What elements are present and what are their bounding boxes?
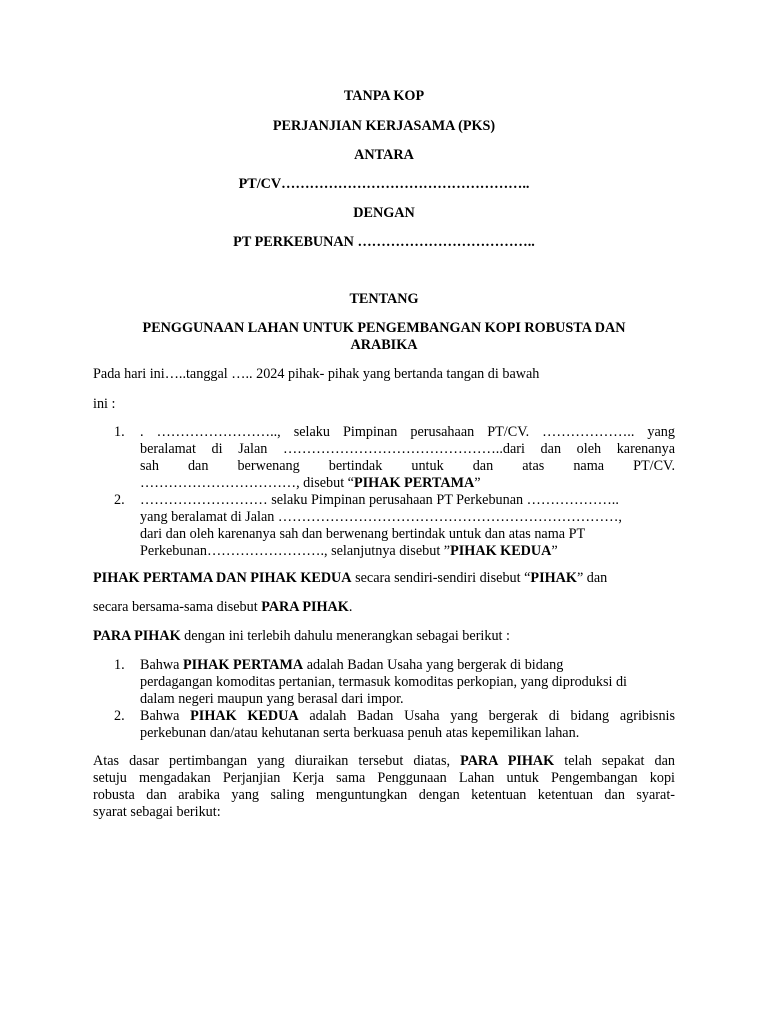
list-item-number: 2.	[114, 492, 125, 508]
party-text: Perkebunan……………………., selanjutnya disebut ”	[140, 543, 451, 559]
doc-party-second-name: PT PERKEBUNAN ………………………………..	[233, 234, 535, 250]
explain-line	[93, 628, 675, 645]
party-alias: PIHAK PERTAMA	[353, 475, 475, 491]
list-item-body	[140, 708, 675, 742]
list-item-body	[140, 424, 675, 492]
closing-line: syarat sebagai berikut:	[93, 804, 221, 820]
list-item	[93, 657, 675, 708]
closing-paragraph	[93, 753, 675, 821]
recitals-list	[93, 657, 675, 742]
doc-heading-with: DENGAN	[353, 205, 415, 221]
list-item-number: 1.	[114, 657, 125, 673]
party-line: beralamat di Jalan ………………………………………..dari dan oleh karenanya	[140, 441, 675, 457]
para-pihak-label: PARA PIHAK	[93, 628, 181, 644]
doc-subject-line1: PENGGUNAAN LAHAN UNTUK PENGEMBANGAN KOPI ROBUSTA DAN	[142, 320, 626, 336]
recital-line	[140, 657, 675, 674]
definition-text: secara bersama-sama disebut	[93, 599, 262, 615]
party-alias: PIHAK PERTAMA	[182, 657, 304, 673]
list-item-body	[140, 492, 675, 560]
doc-heading-no-letterhead: TANPA KOP	[343, 88, 425, 104]
doc-party-first-name: PT/CV……………………………………………..	[238, 176, 530, 192]
list-item	[93, 424, 675, 492]
doc-subject-line2: ARABIKA	[350, 337, 418, 353]
recital-line: dalam negeri maupun yang berasal dari impor.	[140, 691, 404, 707]
closing-line: robusta dan arabika yang saling menguntungkan dengan ketentuan ketentuan dan syarat-	[93, 787, 675, 803]
party-alias: PIHAK KEDUA	[450, 543, 552, 559]
doc-heading-about: TENTANG	[349, 291, 419, 307]
list-item	[93, 492, 675, 560]
recital-text: Bahwa	[140, 657, 183, 673]
recital-line: perdagangan komoditas pertanian, termasuk komoditas perkopian, yang diproduksi di	[140, 674, 627, 690]
recital-text: adalah Badan Usaha yang bergerak di bidang	[303, 657, 564, 673]
definition-line1	[93, 570, 675, 587]
recital-text: Bahwa	[140, 708, 191, 724]
party-both-label: PIHAK PERTAMA DAN PIHAK KEDUA	[93, 570, 352, 586]
para-pihak-label: PARA PIHAK	[261, 599, 349, 615]
para-pihak-label: PARA PIHAK	[460, 753, 555, 769]
doc-heading-between: ANTARA	[354, 147, 414, 163]
party-text: ……………………………, disebut “	[140, 475, 354, 491]
definition-text: secara sendiri-sendiri disebut “	[351, 570, 531, 586]
list-item	[93, 708, 675, 742]
intro-line1: Pada hari ini…..tanggal ….. 2024 pihak- pihak yang bertanda tangan di bawah	[93, 366, 540, 382]
intro-line2: ini :	[93, 396, 116, 412]
party-alias: PIHAK KEDUA	[190, 708, 299, 724]
list-item-number: 2.	[114, 708, 125, 724]
party-line	[140, 475, 675, 492]
closing-text: Atas dasar pertimbangan yang diuraikan tersebut diatas,	[93, 753, 461, 769]
party-single-label: PIHAK	[530, 570, 577, 586]
list-item-body	[140, 657, 675, 708]
definition-text: ” dan	[576, 570, 608, 586]
party-line: dari dan oleh karenanya sah dan berwenang bertindak untuk dan atas nama PT	[140, 526, 586, 542]
closing-line: setuju mengadakan Perjanjian Kerja sama Penggunaan Lahan untuk Pengembangan kopi	[93, 770, 675, 786]
party-text: ”	[551, 543, 558, 559]
closing-text: telah sepakat dan	[554, 753, 675, 769]
party-line	[140, 543, 675, 560]
recital-line	[140, 708, 675, 725]
closing-line	[93, 753, 675, 770]
party-text: ”	[474, 475, 481, 491]
list-item-number: 1.	[114, 424, 125, 440]
party-line: yang beralamat di Jalan ………………………………………………………………,	[140, 509, 622, 525]
recital-line: perkebunan dan/atau kehutanan serta berkuasa penuh atas kepemilikan lahan.	[140, 725, 580, 741]
definition-line2	[93, 599, 675, 616]
party-line: . …………………….., selaku Pimpinan perusahaan PT/CV. ……………….. yang	[140, 424, 675, 440]
parties-list	[93, 424, 675, 560]
explain-text: dengan ini terlebih dahulu menerangkan sebagai berikut :	[180, 628, 510, 644]
party-line: sah dan berwenang bertindak untuk dan atas nama PT/CV.	[140, 458, 675, 474]
recital-text: adalah Badan Usaha yang bergerak di bidang agribisnis	[298, 708, 675, 724]
doc-title: PERJANJIAN KERJASAMA (PKS)	[272, 118, 496, 134]
party-line: ……………………… selaku Pimpinan perusahaan PT Perkebunan ………………..	[140, 492, 619, 508]
definition-text: .	[348, 599, 353, 615]
